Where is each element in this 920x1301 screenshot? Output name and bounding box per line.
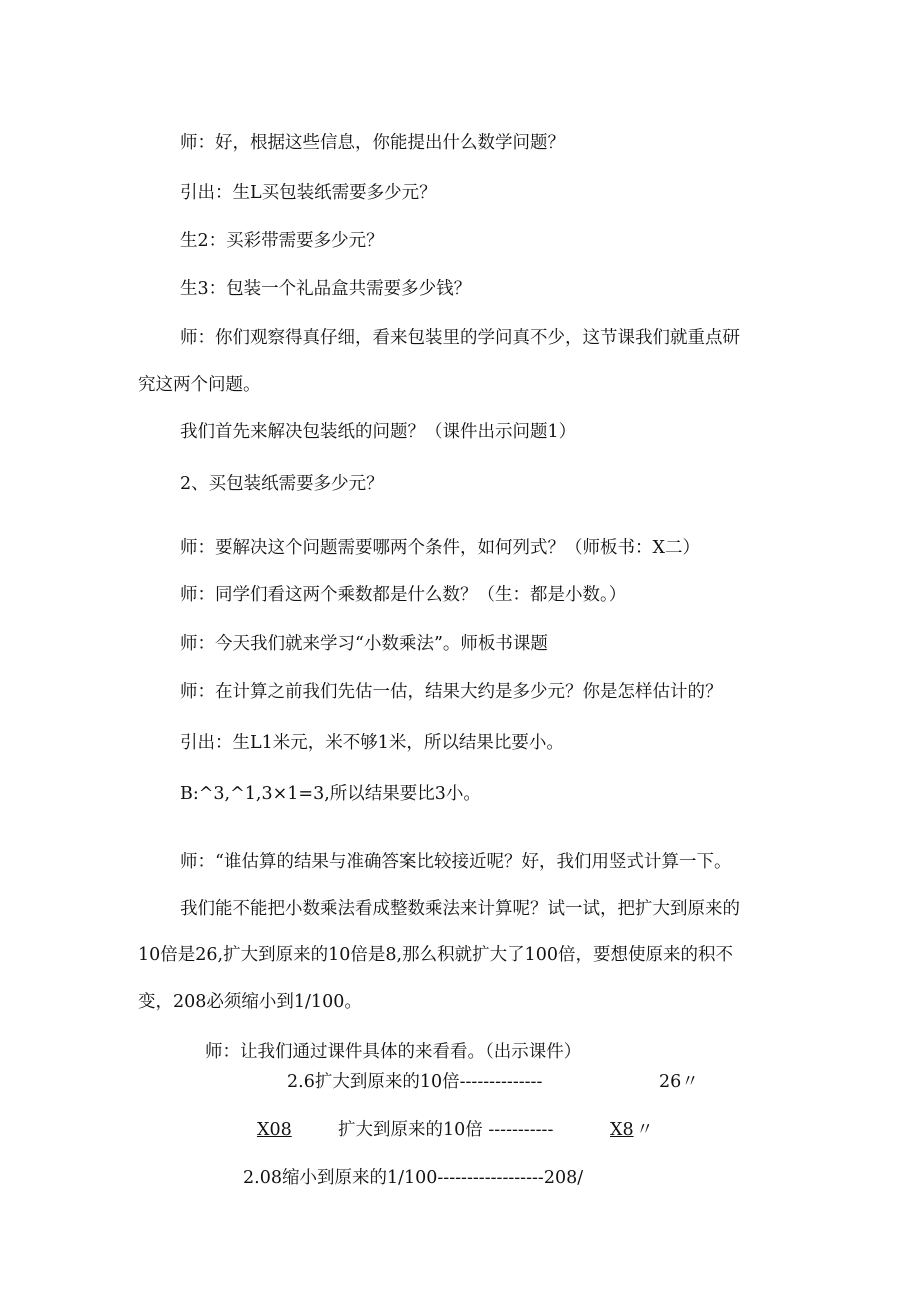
paragraph: 生2：买彩带需要多少元？ (180, 231, 384, 251)
paragraph: 引出：生L买包装纸需要多少元？ (180, 183, 437, 203)
calc-row2-mark: 〃 (636, 1120, 654, 1140)
calc-row2-desc: 扩大到原来的10倍 ----------- (338, 1120, 554, 1140)
paragraph: 师：“谁估算的结果与准确答案比较接近呢？好，我们用竖式计算一下。 (180, 852, 732, 872)
paragraph: 10倍是26,扩大到原来的10倍是8,那么积就扩大了100倍，要想使原来的积不 (138, 945, 733, 965)
paragraph: 师：要解决这个问题需要哪两个条件，如何列式？（师板书：X二） (180, 538, 700, 558)
paragraph: 师：你们观察得真仔细，看来包装里的学问真不少，这节课我们就重点研 (180, 328, 740, 348)
section-heading: 2、买包装纸需要多少元？ (180, 474, 384, 494)
paragraph: 我们能不能把小数乘法看成整数乘法来计算呢？试一试，把扩大到原来的 (180, 899, 740, 919)
calc-row1-right: 26〃 (659, 1072, 699, 1092)
paragraph: 生3：包装一个礼品盒共需要多少钱？ (180, 279, 472, 299)
paragraph: B:^3,^1,3×1=3,所以结果要比3小。 (180, 784, 481, 804)
calc-row3: 2.08缩小到原来的1/100------------------208/ (243, 1168, 584, 1188)
paragraph: 师：好，根据这些信息，你能提出什么数学问题？ (180, 133, 565, 153)
calc-row2-factor: X08 (257, 1120, 292, 1140)
paragraph: 我们首先来解决包装纸的问题？（课件出示问题1） (180, 422, 577, 442)
calc-row1-left: 2.6扩大到原来的10倍-------------- (287, 1072, 543, 1092)
calc-row2-result: X8 (610, 1120, 634, 1140)
paragraph: 师：同学们看这两个乘数都是什么数？（生：都是小数。） (180, 585, 627, 605)
paragraph: 究这两个问题。 (138, 375, 261, 395)
paragraph: 师：在计算之前我们先估一估，结果大约是多少元？你是怎样估计的？ (180, 682, 723, 702)
paragraph: 引出：生L1米元，米不够1米，所以结果比要小。 (180, 733, 564, 753)
paragraph: 师：今天我们就来学习“小数乘法”。师板书课题 (180, 634, 548, 654)
paragraph: 师：让我们通过课件具体的来看看。（出示课件） (205, 1042, 582, 1062)
paragraph: 变，208必须缩小到1/100。 (138, 992, 362, 1012)
